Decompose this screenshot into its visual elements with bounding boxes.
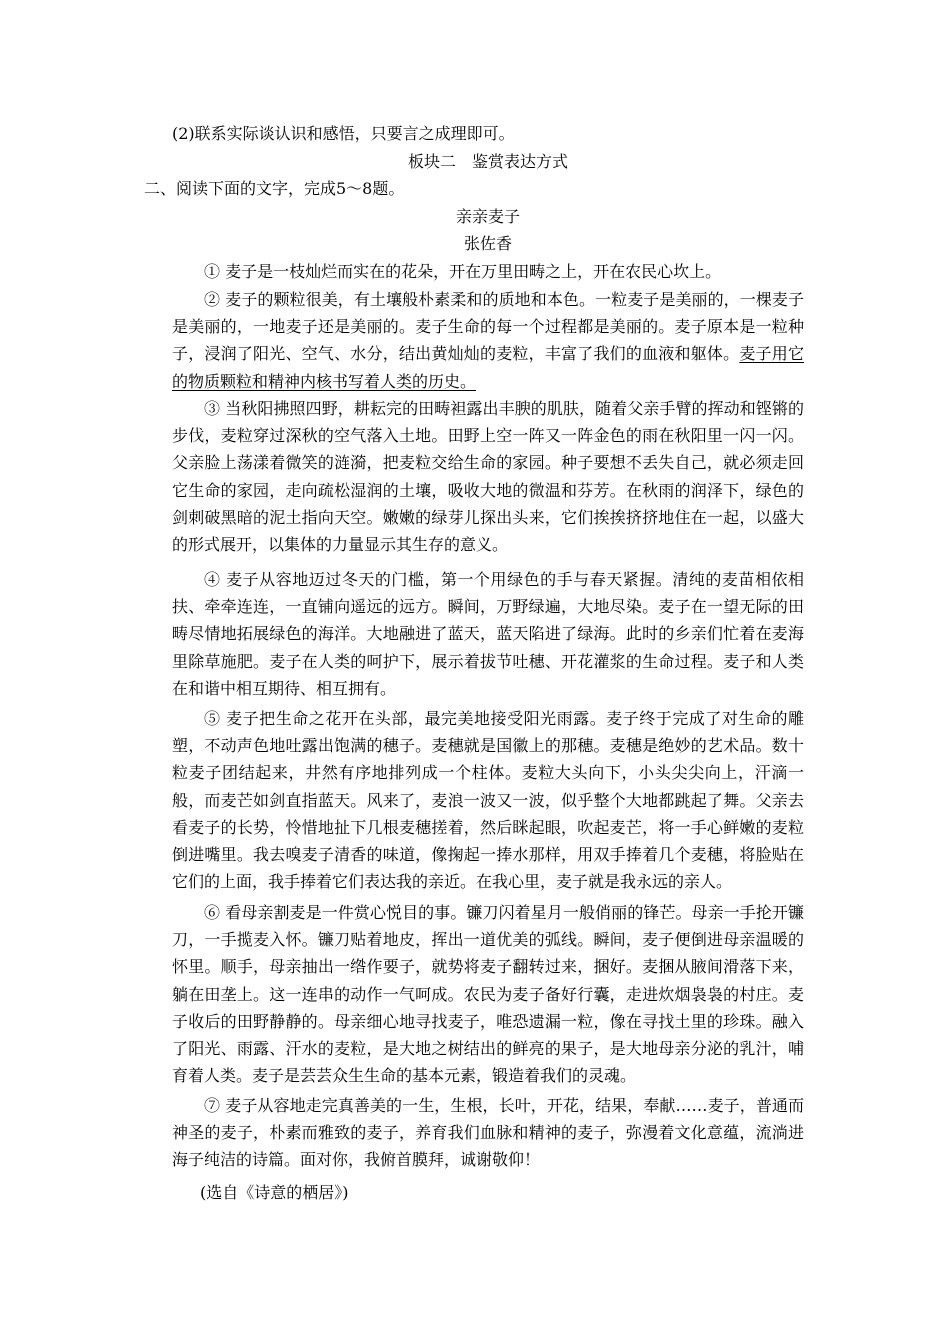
paragraph-5: ⑤ 麦子把生命之花开在头部，最完美地接受阳光雨露。麦子终于完成了对生命的雕塑，不动声色地吐露出饱满的穗子。麦穗就是国徽上的那穗。麦穗是绝妙的艺术品。数十粒麦子团结起来，井然有序地排列成一个柱体。麦粒大头向下，小头尖尖向上，汗滴一般，而麦芒如剑直指蓝天。风来了，麦浪一波又一波，似乎整个大地都跳起了舞。父亲去看麦子的长势，怜惜地扯下几根麦穗搓着，然后眯起眼，吹起麦芒，将一手心鲜嫩的麦粒倒进嘴里。我去嗅麦子清香的味道，像掬起一捧水那样，用双手捧着几个麦穗，将脸贴在它们的上面，我手捧着它们表达我的亲近。在我心里，麦子就是我永远的亲人。: [172, 709, 804, 892]
paragraph-3: ③ 当秋阳拂照四野，耕耘完的田畴袒露出丰腴的肌肤，随着父亲手臂的挥动和铿锵的步伐，麦粒穿过深秋的空气落入土地。田野上空一阵又一阵金色的雨在秋阳里一闪一闪。父亲脸上荡漾着微笑的涟漪，把麦粒交给生命的家园。种子要想不丢失自己，就必须走回它生命的家园，走向疏松湿润的土壤，吸收大地的微温和芬芳。在秋雨的润泽下，绿色的剑刺破黑暗的泥土指向天空。嫩嫩的绿芽儿探出头来，它们挨挨挤挤地住在一起，以盛大的形式展开，以集体的力量显示其生存的意义。: [172, 399, 804, 555]
answer-note: (2)联系实际谈认识和感悟，只要言之成理即可。: [172, 124, 515, 143]
article-author: 张佐香: [463, 234, 512, 253]
paragraph-4: ④ 麦子从容地迈过冬天的门槛，第一个用绿色的手与春天紧握。清纯的麦苗相依相扶、牵牵连连，一直铺向遥远的远方。瞬间，万野绿遍，大地尽染。麦子在一望无际的田畴尽情地拓展绿色的海洋。大地融进了蓝天，蓝天陷进了绿海。此时的乡亲们忙着在麦海里除草施肥。麦子在人类的呵护下，展示着拔节吐穗、开花灌浆的生命过程。麦子和人类在和谐中相互期待、相互拥有。: [172, 570, 804, 698]
paragraph-2: [172, 286, 804, 395]
section-title: 板块二 鉴赏表达方式: [407, 152, 568, 171]
paragraph-2-text: ② 麦子的颗粒很美，有土壤般朴素柔和的质地和本色。一粒麦子是美丽的，一棵麦子是美丽的，一地麦子还是美丽的。麦子生命的每一个过程都是美丽的。麦子原本是一粒种子，浸润了阳光、空气、水分，结出黄灿灿的麦粒，丰富了我们的血液和躯体。: [172, 290, 804, 364]
question-intro: 二、阅读下面的文字，完成5～8题。: [144, 179, 405, 198]
paragraph-7: ⑦ 麦子从容地走完真善美的一生，生根，长叶，开花，结果，奉献……麦子，普通而神圣的麦子，朴素而雅致的麦子，养育我们血脉和精神的麦子，弥漫着文化意蕴，流淌进海子纯洁的诗篇。面对你，我俯首膜拜，诚谢敬仰！: [172, 1096, 804, 1170]
paragraph-1: ① 麦子是一枝灿烂而实在的花朵，开在万里田畴之上，开在农民心坎上。: [204, 262, 722, 281]
paragraph-2-underlined-sentence: 麦子用它的物质颗粒和精神内核书写着人类的历史。: [172, 344, 804, 391]
article-title: 亲亲麦子: [455, 207, 520, 226]
paragraph-6: ⑥ 看母亲割麦是一件赏心悦目的事。镰刀闪着星月一般俏丽的锋芒。母亲一手抡开镰刀，一手揽麦入怀。镰刀贴着地皮，挥出一道优美的弧线。瞬间，麦子便倒进母亲温暖的怀里。顺手，母亲抽出一绺作要子，就势将麦子翻转过来，捆好。麦捆从腋间滑落下来，躺在田垄上。这一连串的动作一气呵成。农民为麦子备好行囊，走进炊烟袅袅的村庄。麦子收后的田野静静的。母亲细心地寻找麦子，唯恐遗漏一粒，像在寻找土里的珍珠。融入了阳光、雨露、汗水的麦粒，是大地之树结出的鲜亮的果子，是大地母亲分泌的乳汁，哺育着人类。麦子是芸芸众生生命的基本元素，锻造着我们的灵魂。: [172, 903, 804, 1086]
article-source: (选自《诗意的栖居》): [200, 1183, 349, 1202]
